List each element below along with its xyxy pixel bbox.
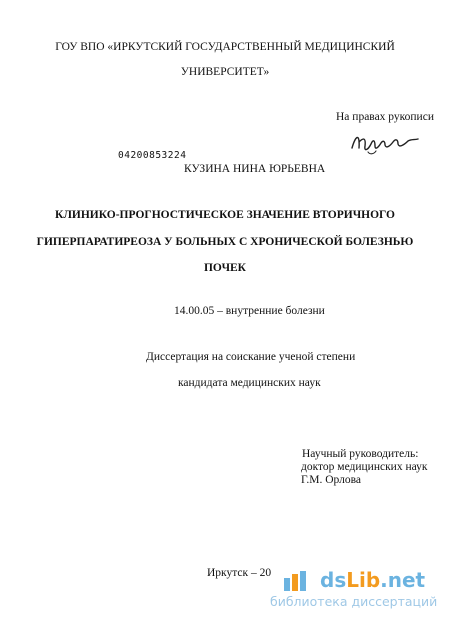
watermark-subtitle: библиотека диссертаций — [270, 594, 438, 609]
rights-note: На правах рукописи — [336, 111, 434, 123]
barcode-number: 04200853224 — [118, 150, 187, 161]
supervisor-degree: доктор медицинских наук — [301, 461, 428, 473]
books-icon — [282, 568, 312, 592]
institution-line-2: УНИВЕРСИТЕТ» — [180, 66, 270, 78]
signature-icon — [350, 128, 420, 156]
title-line-2: ГИПЕРПАРАТИРЕОЗА У БОЛЬНЫХ С ХРОНИЧЕСКОЙ БОЛЕЗНЬЮ — [36, 236, 414, 248]
title-line-3: ПОЧЕК — [203, 262, 247, 274]
supervisor-label: Научный руководитель: — [302, 448, 419, 460]
watermark-brand-lib: Lib — [346, 568, 381, 592]
dissertation-line-1: Диссертация на соискание ученой степени — [146, 351, 356, 363]
title-line-1: КЛИНИКО-ПРОГНОСТИЧЕСКОЕ ЗНАЧЕНИЕ ВТОРИЧНОГО — [54, 209, 396, 221]
dissertation-line-2: кандидата медицинских наук — [178, 377, 321, 389]
watermark-brand-ds: ds — [320, 568, 347, 592]
city-year: Иркутск – 20 — [207, 567, 272, 579]
watermark-brand — [320, 568, 425, 592]
specialty-line: 14.00.05 – внутренние болезни — [174, 305, 325, 317]
institution-line-1: ГОУ ВПО «ИРКУТСКИЙ ГОСУДАРСТВЕННЫЙ МЕДИЦИНСКИЙ — [55, 41, 395, 53]
author-name: КУЗИНА НИНА ЮРЬЕВНА — [184, 163, 326, 175]
watermark-brand-net: .net — [380, 568, 426, 592]
dslib-watermark — [262, 568, 448, 618]
supervisor-name: Г.М. Орлова — [301, 474, 361, 486]
